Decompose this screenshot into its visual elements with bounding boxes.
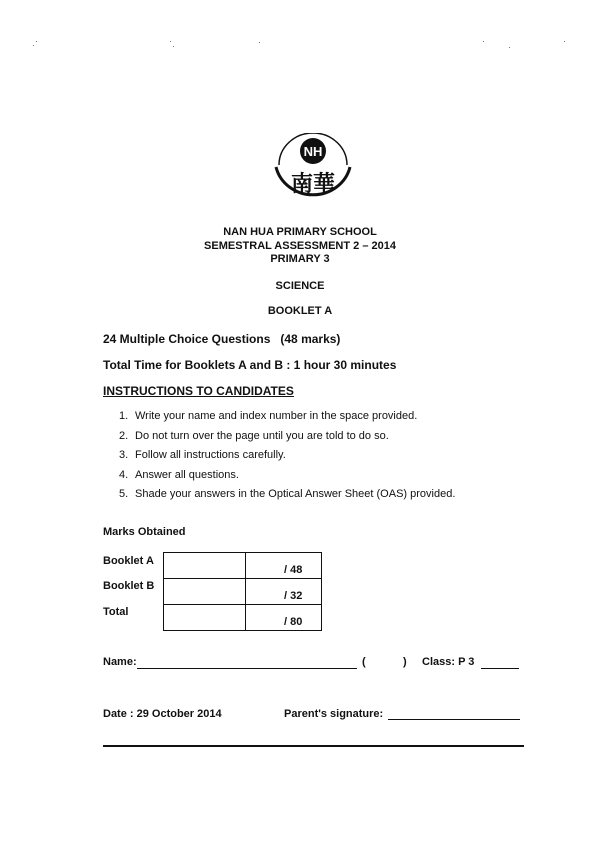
list-item: 5. Shade your answers in the Optical Answer Sheet (OAS) provided.	[119, 488, 456, 500]
booklet-a-cell[interactable]	[164, 553, 246, 579]
class-label: Class: P 3	[422, 656, 475, 668]
marks-heading: Marks Obtained	[103, 526, 186, 538]
school-logo	[270, 133, 356, 213]
assessment-title: SEMESTRAL ASSESSMENT 2 – 2014	[204, 240, 396, 252]
table-row	[164, 553, 322, 579]
list-item: 3. Follow all instructions carefully.	[119, 449, 286, 461]
name-field[interactable]	[137, 668, 357, 669]
total-cell[interactable]	[164, 605, 246, 631]
list-item: 4. Answer all questions.	[119, 468, 239, 481]
table-row	[164, 579, 322, 605]
index-close-paren: )	[403, 656, 407, 668]
bottom-divider	[103, 745, 524, 747]
booklet-b-score: / 32	[284, 590, 303, 602]
questions-info: 24 Multiple Choice Questions (48 marks)	[103, 332, 341, 346]
booklet-b-cell[interactable]	[164, 579, 246, 605]
parent-signature-label: Parent's signature:	[284, 708, 384, 720]
date-label: Date : 29 October 2014	[103, 708, 222, 720]
instructions-heading: INSTRUCTIONS TO CANDIDATES	[103, 384, 294, 398]
class-field[interactable]	[481, 668, 519, 669]
subject: SCIENCE	[275, 280, 325, 292]
logo-chinese: 南華	[290, 172, 336, 197]
table-row	[164, 605, 322, 631]
name-label: Name:	[103, 656, 137, 668]
school-name: NAN HUA PRIMARY SCHOOL	[223, 226, 377, 238]
booklet-a-label: Booklet A	[103, 555, 154, 567]
list-item: 1. Write your name and index number in the space provided.	[119, 410, 418, 422]
total-score: / 80	[284, 616, 303, 628]
index-open-paren: (	[362, 656, 366, 668]
booklet-b-label: Booklet B	[103, 580, 155, 592]
time-info: Total Time for Booklets A and B : 1 hour 30 minutes	[103, 358, 397, 372]
marks-table	[163, 552, 322, 631]
booklet-a-score: / 48	[284, 564, 303, 576]
instructions-list	[119, 407, 455, 505]
total-label: Total	[103, 606, 129, 618]
list-item: 2. Do not turn over the page until you are told to do so.	[119, 429, 389, 442]
booklet: BOOKLET A	[267, 305, 333, 317]
marks-info: (48 marks)	[280, 332, 341, 346]
parent-signature-field[interactable]	[388, 719, 520, 720]
logo-letters: NH	[303, 144, 323, 159]
level: PRIMARY 3	[270, 253, 330, 265]
